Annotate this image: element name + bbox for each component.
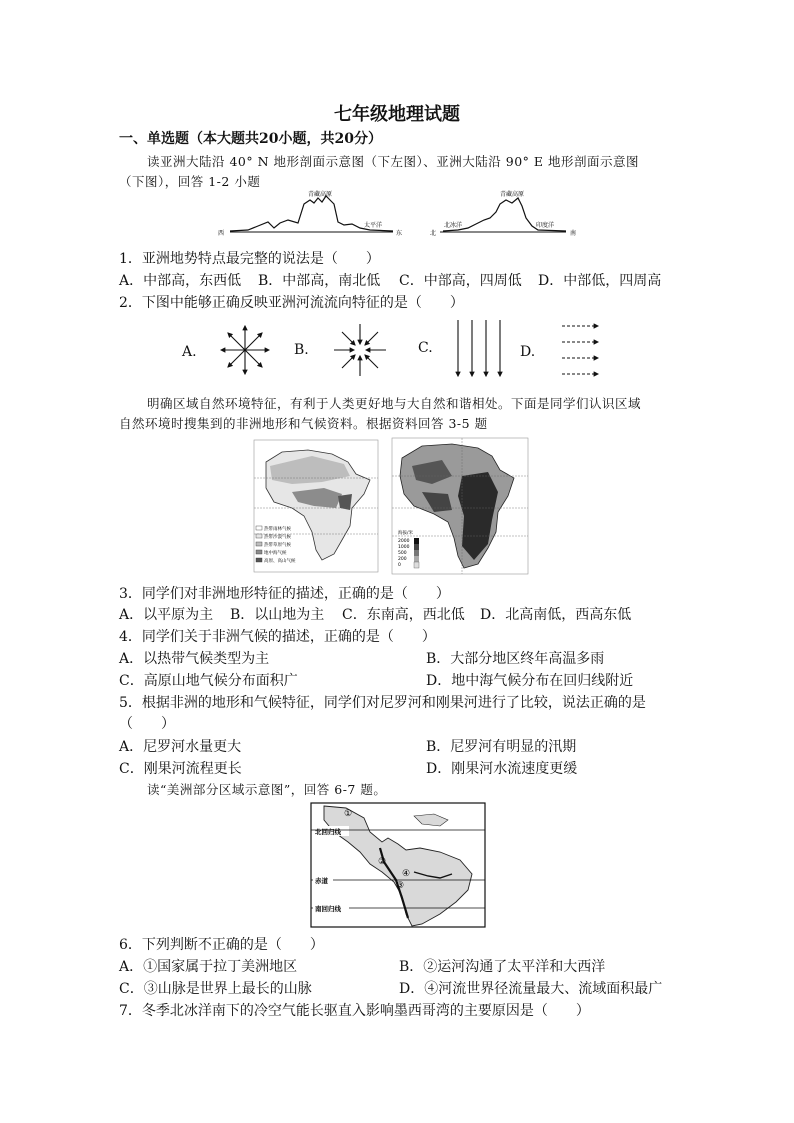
profile-left-peak-label: 青藏高原 [308, 191, 333, 198]
diagram-b-inward-arrows [334, 324, 386, 376]
q4-option-d: D．地中海气候分布在回归线附近 [426, 673, 634, 689]
profile-right-south: 南 [570, 230, 577, 237]
profile-left-west: 西 [218, 230, 225, 237]
legend-climate-2: 热带沙漠气候 [264, 535, 291, 540]
map-mark-1: ① [344, 809, 353, 819]
q2-label-b: B. [294, 342, 309, 358]
legend-climate-4: 地中海气候 [264, 551, 287, 556]
q2-label-a: A. [182, 344, 197, 360]
q3-stem: 3．同学们对非洲地形特征的描述，正确的是（ ） [119, 586, 450, 602]
q1-option-b: B．中部高，南北低 [258, 273, 381, 289]
legend-climate-3: 热带草原气候 [264, 543, 291, 548]
q6-stem: 6．下列判断不正确的是（ ） [119, 937, 324, 953]
diagram-c-downward-arrows [458, 320, 500, 376]
q4-option-b: B．大部分地区终年高温多雨 [426, 651, 605, 667]
q1-option-a: A．中部高，东西低 [119, 273, 242, 289]
profile-right-sea-s: 印度洋 [536, 222, 555, 229]
legend-elevation-2000: 2000 [398, 539, 410, 544]
q7-stem: 7．冬季北冰洋南下的冷空气能长驱直入影响墨西哥湾的主要原因是（ ） [119, 1003, 590, 1019]
profile-left-east: 东 [396, 230, 403, 237]
q1-stem: 1．亚洲地势特点最完整的说法是（ ） [119, 251, 380, 267]
q5-option-c: C．刚果河流程更长 [119, 761, 242, 777]
profile-right-north: 北 [430, 230, 437, 237]
map-tropic-s-label: 南回归线 [315, 905, 341, 913]
legend-elevation-0: 0 [398, 563, 401, 568]
q2-label-c: C. [418, 340, 433, 356]
legend-elevation-200: 200 [398, 557, 407, 562]
intro-2-line-1: 明确区域自然环境特征，有利于人类更好地与大自然和谐相处。下面是同学们认识区域 [147, 396, 642, 411]
diagram-d-rightward-arrows [562, 326, 598, 374]
q6-option-a: A．①国家属于拉丁美洲地区 [119, 959, 298, 975]
africa-terrain-map [392, 438, 528, 574]
america-map [310, 802, 486, 928]
q1-option-c: C．中部高，四周低 [399, 273, 522, 289]
q4-option-c: C．高原山地气候分布面积广 [119, 673, 298, 689]
q6-option-c: C．③山脉是世界上最长的山脉 [119, 981, 312, 997]
legend-elevation-1000: 1000 [398, 545, 410, 550]
africa-climate-map [254, 440, 378, 572]
legend-elevation-title: 海拔/米 [398, 531, 414, 536]
q5-option-d: D．刚果河水流速度更缓 [426, 761, 578, 777]
map-equator-label: 赤道 [315, 877, 328, 885]
africa-maps [252, 436, 532, 576]
legend-climate-1: 热带雨林气候 [264, 527, 291, 532]
terrain-profile-figures [218, 190, 578, 240]
q3-option-d: D．北高南低，西高东低 [480, 607, 632, 623]
q5-option-a: A．尼罗河水量更大 [119, 739, 242, 755]
q3-option-b: B．以山地为主 [230, 607, 325, 623]
profile-90e [430, 190, 576, 237]
intro-2-line-2: 自然环境时搜集到的非洲地形和气候资料。根据资料回答 3-5 题 [119, 416, 488, 431]
profile-left-sea: 太平洋 [364, 222, 383, 229]
map-mark-4: ④ [402, 869, 411, 879]
page-title: 七年级地理试题 [334, 104, 460, 125]
q5-option-b: B．尼罗河有明显的汛期 [426, 739, 577, 755]
q6-option-d: D．④河流世界径流量最大、流域面积最广 [399, 981, 663, 997]
intro-1-line-2: （下图），回答 1-2 小题 [119, 174, 261, 189]
q2-stem: 2．下图中能够正确反映亚洲河流流向特征的是（ ） [119, 295, 464, 311]
q2-label-d: D. [520, 344, 536, 360]
q5-stem: 5．根据非洲的地形和气候特征，同学们对尼罗河和刚果河进行了比较，说法正确的是 [119, 695, 646, 711]
q3-option-c: C．东南高，西北低 [342, 607, 465, 623]
map-tropic-n-label: 北回归线 [315, 828, 341, 836]
map-mark-2: ② [378, 857, 387, 867]
legend-elevation-500: 500 [398, 551, 407, 556]
q3-option-a: A．以平原为主 [119, 607, 214, 623]
q5-stem-bracket: （ ） [119, 716, 175, 732]
q4-option-a: A．以热带气候类型为主 [119, 651, 270, 667]
map-mark-3: ③ [396, 881, 405, 891]
intro-3: 读“美洲部分区域示意图”，回答 6-7 题。 [147, 782, 387, 797]
intro-1-line-1: 读亚洲大陆沿 40° N 地形剖面示意图（下左图）、亚洲大陆沿 90° E 地形剖面示意图 [147, 154, 639, 169]
legend-climate-5: 高原、高山气候 [264, 559, 296, 564]
q6-option-b: B．②运河沟通了太平洋和大西洋 [399, 959, 606, 975]
q4-stem: 4．同学们关于非洲气候的描述，正确的是（ ） [119, 629, 436, 645]
profile-right-peak-label: 青藏高原 [500, 191, 525, 198]
river-direction-diagrams [200, 312, 620, 388]
diagram-a-outward-arrows [221, 326, 269, 374]
section-heading: 一、单选题（本大题共20小题，共20分） [119, 131, 382, 147]
profile-40n [218, 190, 402, 237]
profile-right-sea-n: 北冰洋 [444, 222, 463, 229]
q1-option-d: D．中部低，四周高 [538, 273, 662, 289]
